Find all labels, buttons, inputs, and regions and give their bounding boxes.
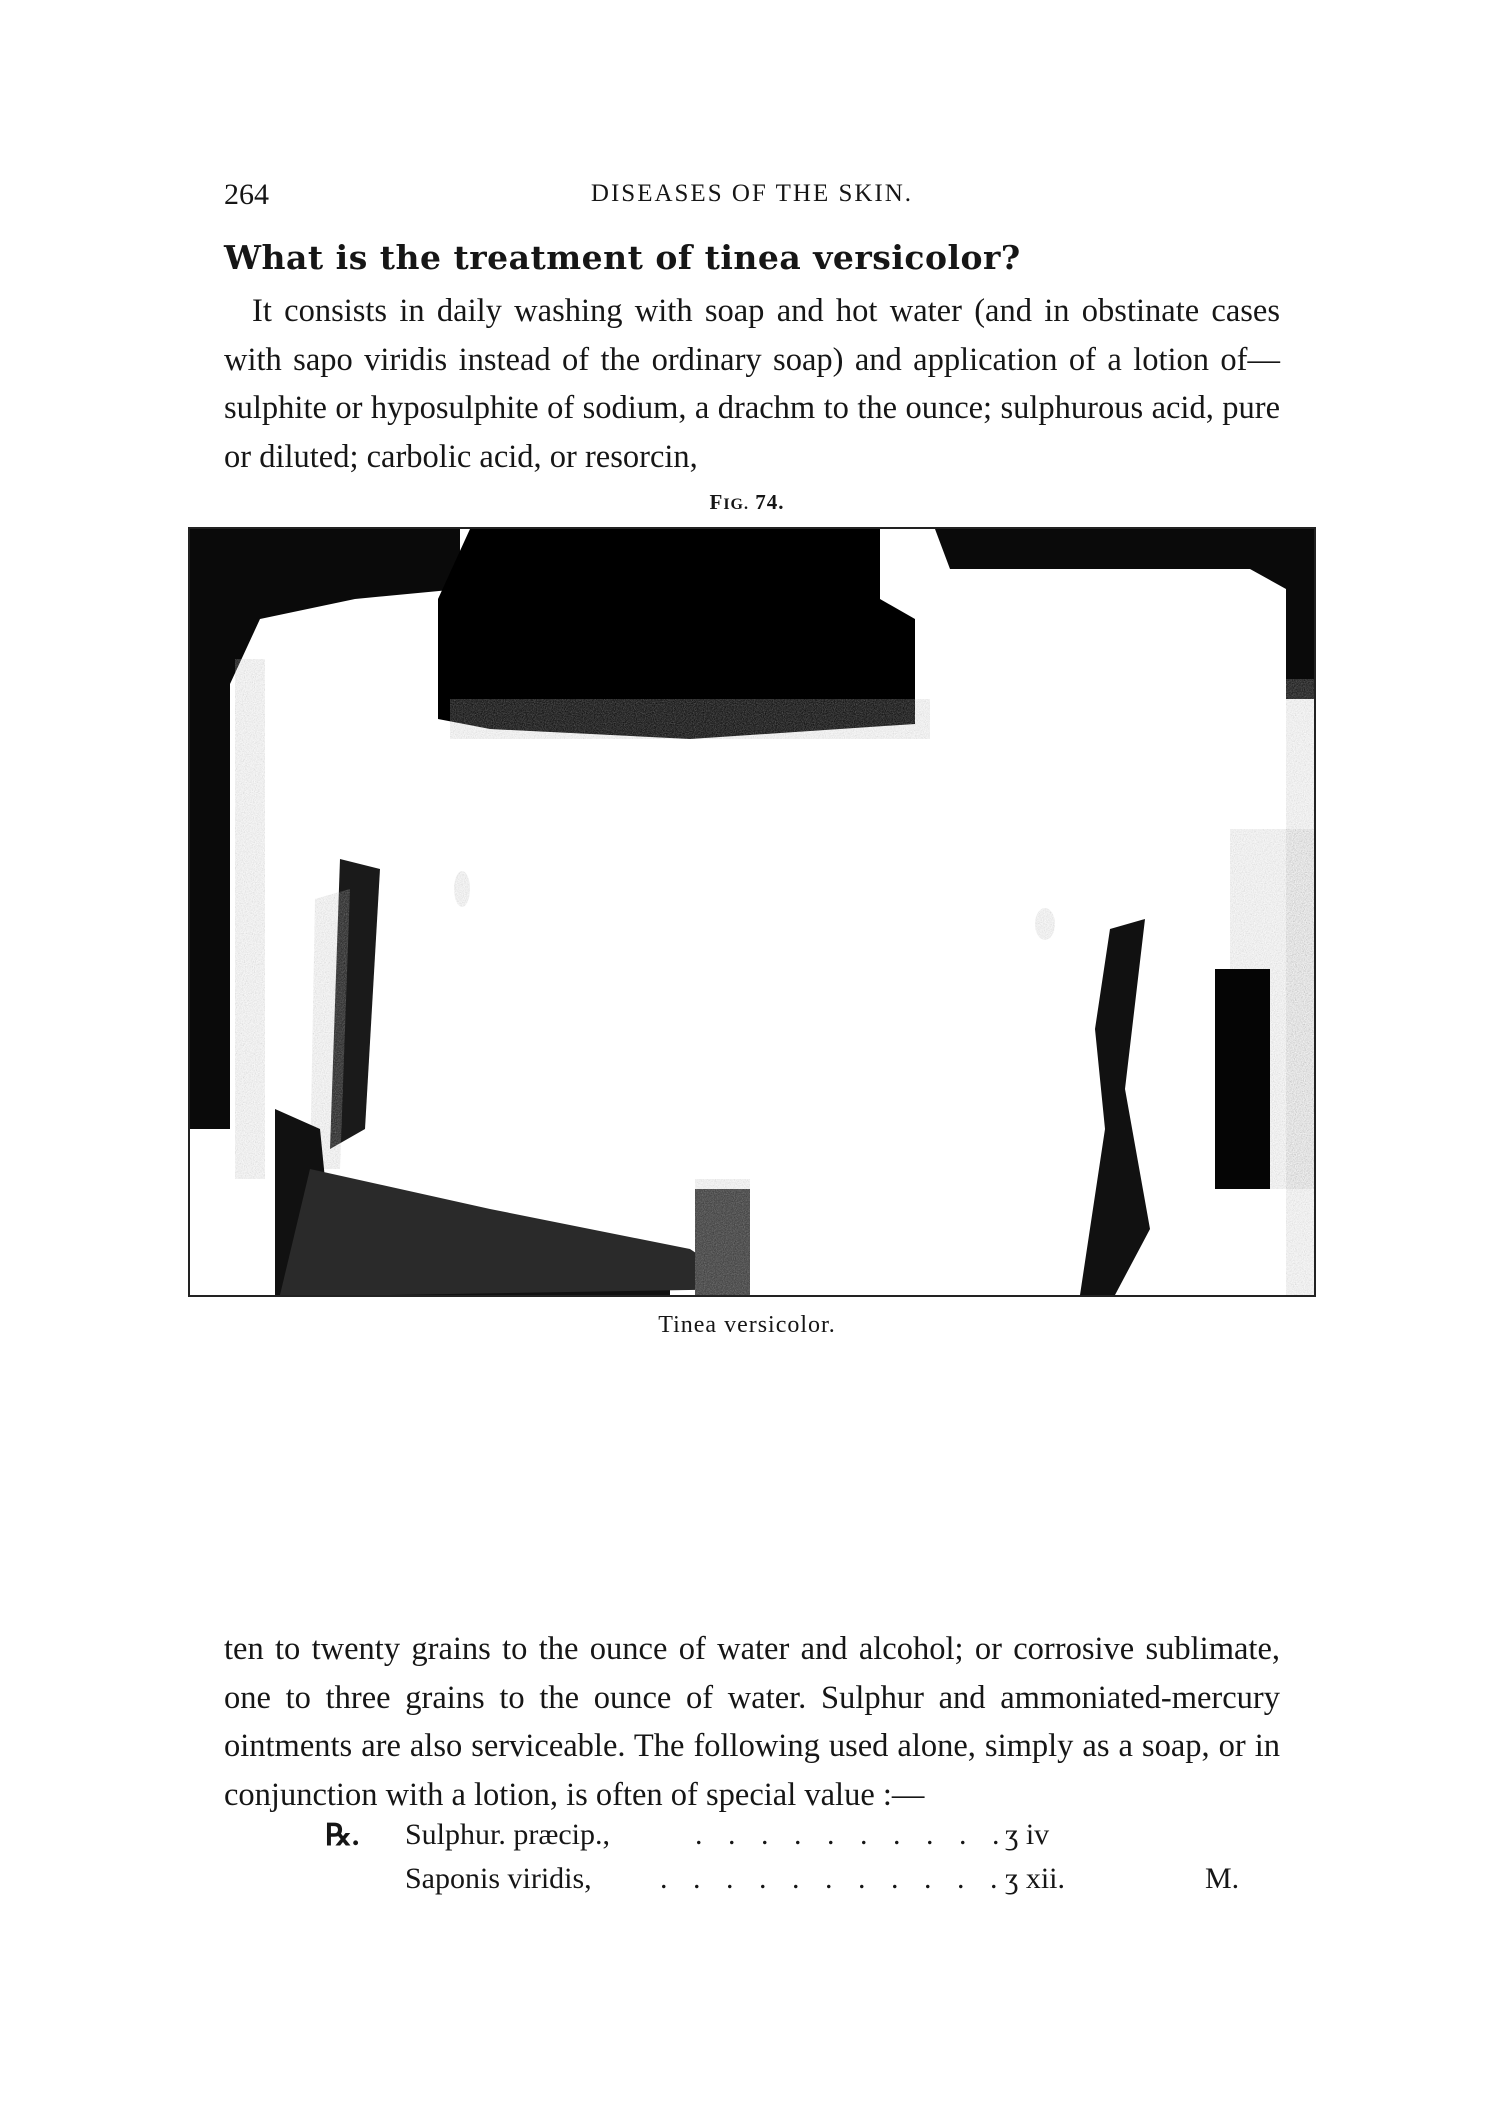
ingredient-quantity: ʒ xii.	[1005, 1862, 1065, 1895]
misce-sign: M.	[1205, 1862, 1240, 1895]
figure-caption: Tinea versicolor.	[658, 1312, 836, 1338]
ingredient-name: Sulphur. præcip.,	[405, 1818, 611, 1851]
page-header	[224, 178, 1280, 218]
leader-dots: . . . . . . . . . .	[695, 1818, 1009, 1851]
torso-photo	[190, 529, 1314, 1295]
prescription-line	[325, 1818, 1265, 1858]
recipe-symbol: ℞.	[325, 1819, 360, 1852]
question-heading: What is the treatment of tinea versicolor?	[224, 238, 1021, 277]
paragraph-1: It consists in daily washing with soap and hot water (and in obstinate cases with sapo viridis instead of the ordinary soap) and application of a lotion of—sulphite or hyposulphite of sodium, a drachm to the ounce; sulphurous acid, pure or diluted; carbolic acid, or resorcin,	[224, 293, 1280, 475]
ingredient-name: Saponis viridis,	[405, 1862, 592, 1895]
prescription-line	[325, 1862, 1265, 1902]
leader-dots: . . . . . . . . . . .	[660, 1862, 1007, 1895]
figure-photograph	[188, 527, 1316, 1297]
ingredient-quantity: ʒ iv	[1005, 1818, 1050, 1851]
figure-label: FIG. 74.	[709, 490, 785, 514]
page-number: 264	[224, 178, 269, 211]
paragraph-2: ten to twenty grains to the ounce of water and alcohol; or corrosive sublimate, one to three grains to the ounce of water. Sulphur and ammoniated-mercury ointments are also serviceable. The following used alone, simply as a soap, or in conjunction with a lotion, is often of special value :—	[224, 1631, 1280, 1813]
running-head: DISEASES OF THE SKIN.	[590, 180, 914, 207]
